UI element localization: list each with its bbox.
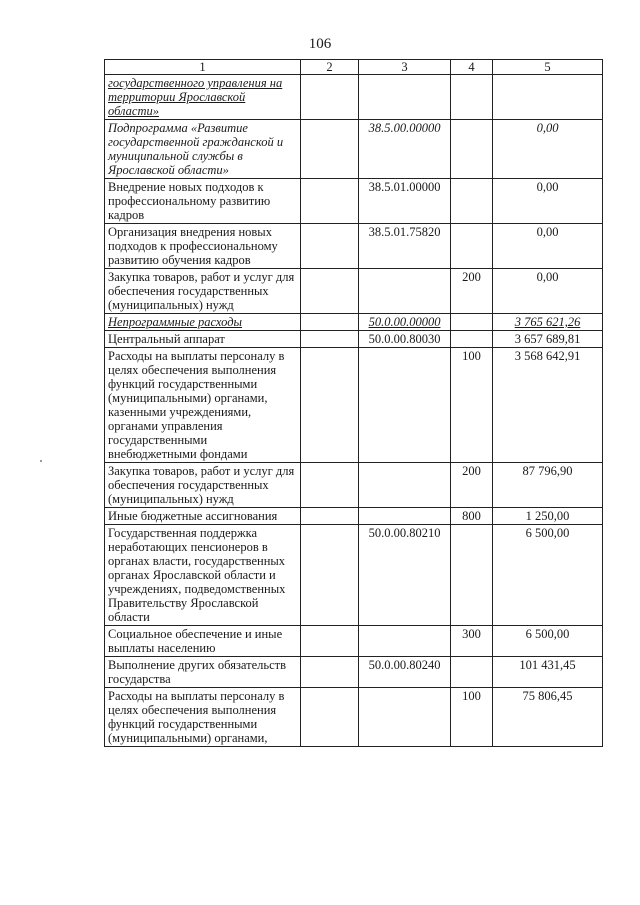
table-row <box>105 688 603 747</box>
row-expense-type-cell <box>451 657 493 688</box>
row-col2-cell <box>301 508 359 525</box>
row-code-cell <box>359 463 451 508</box>
table-row <box>105 179 603 224</box>
row-col2-cell <box>301 331 359 348</box>
row-code-cell <box>359 626 451 657</box>
row-col2-cell <box>301 657 359 688</box>
table-row <box>105 120 603 179</box>
row-col2-cell <box>301 120 359 179</box>
row-expense-type-cell: 200 <box>451 463 493 508</box>
budget-table <box>104 59 603 747</box>
row-col2-cell <box>301 688 359 747</box>
row-col2-cell <box>301 463 359 508</box>
table-row <box>105 508 603 525</box>
table-row <box>105 463 603 508</box>
table-row <box>105 657 603 688</box>
row-expense-type-cell: 200 <box>451 269 493 314</box>
row-name-cell: государственного управления на территории Ярославской области» <box>105 75 301 120</box>
row-col2-cell <box>301 224 359 269</box>
row-col2-cell <box>301 179 359 224</box>
row-col2-cell <box>301 269 359 314</box>
table-row <box>105 525 603 626</box>
row-col2-cell <box>301 348 359 463</box>
row-name-cell: Внедрение новых подходов к профессиональному развитию кадров <box>105 179 301 224</box>
table-row <box>105 269 603 314</box>
row-amount-cell: 6 500,00 <box>493 626 603 657</box>
table-row <box>105 348 603 463</box>
row-expense-type-cell: 100 <box>451 348 493 463</box>
header-col-5: 5 <box>493 60 603 75</box>
row-name-cell: Расходы на выплаты персоналу в целях обеспечения выполнения функций государственными (муниципальными) органами, <box>105 688 301 747</box>
row-expense-type-cell <box>451 224 493 269</box>
row-code-cell: 38.5.00.00000 <box>359 120 451 179</box>
row-code-cell: 50.0.00.80030 <box>359 331 451 348</box>
row-expense-type-cell: 800 <box>451 508 493 525</box>
row-code-cell: 38.5.01.00000 <box>359 179 451 224</box>
row-code-cell <box>359 75 451 120</box>
row-code-cell <box>359 269 451 314</box>
row-name-cell: Закупка товаров, работ и услуг для обеспечения государственных (муниципальных) нужд <box>105 269 301 314</box>
row-code-cell <box>359 348 451 463</box>
table-header-row <box>105 60 603 75</box>
row-amount-cell: 0,00 <box>493 179 603 224</box>
row-amount-cell: 75 806,45 <box>493 688 603 747</box>
row-amount-cell: 0,00 <box>493 120 603 179</box>
row-code-cell: 38.5.01.75820 <box>359 224 451 269</box>
row-name-cell: Иные бюджетные ассигнования <box>105 508 301 525</box>
row-col2-cell <box>301 314 359 331</box>
row-expense-type-cell: 100 <box>451 688 493 747</box>
row-col2-cell <box>301 626 359 657</box>
row-amount-cell: 3 568 642,91 <box>493 348 603 463</box>
row-expense-type-cell <box>451 179 493 224</box>
row-code-cell: 50.0.00.80240 <box>359 657 451 688</box>
row-name-cell: Организация внедрения новых подходов к профессиональному развитию обучения кадров <box>105 224 301 269</box>
row-expense-type-cell <box>451 331 493 348</box>
row-name-cell: Закупка товаров, работ и услуг для обеспечения государственных (муниципальных) нужд <box>105 463 301 508</box>
header-col-1: 1 <box>105 60 301 75</box>
row-name-cell: Выполнение других обязательств государства <box>105 657 301 688</box>
header-col-2: 2 <box>301 60 359 75</box>
row-col2-cell <box>301 525 359 626</box>
row-code-cell <box>359 508 451 525</box>
table-row <box>105 224 603 269</box>
row-expense-type-cell <box>451 75 493 120</box>
header-col-3: 3 <box>359 60 451 75</box>
table-row <box>105 314 603 331</box>
row-amount-cell: 6 500,00 <box>493 525 603 626</box>
row-amount-cell: 1 250,00 <box>493 508 603 525</box>
row-expense-type-cell <box>451 120 493 179</box>
row-amount-cell: 0,00 <box>493 269 603 314</box>
row-col2-cell <box>301 75 359 120</box>
row-amount-cell: 87 796,90 <box>493 463 603 508</box>
row-code-cell: 50.0.00.80210 <box>359 525 451 626</box>
header-col-4: 4 <box>451 60 493 75</box>
row-expense-type-cell: 300 <box>451 626 493 657</box>
row-amount-cell: 101 431,45 <box>493 657 603 688</box>
table-row <box>105 331 603 348</box>
row-amount-cell: 3 765 621,26 <box>493 314 603 331</box>
row-name-cell: Расходы на выплаты персоналу в целях обеспечения выполнения функций государственными (муниципальными) органами, казенными учреждениями, органами управления государственными внебюджетными фондами <box>105 348 301 463</box>
row-name-cell: Центральный аппарат <box>105 331 301 348</box>
row-expense-type-cell <box>451 525 493 626</box>
row-name-cell: Социальное обеспечение и иные выплаты населению <box>105 626 301 657</box>
table-row <box>105 75 603 120</box>
row-amount-cell: 0,00 <box>493 224 603 269</box>
row-name-cell: Государственная поддержка неработающих пенсионеров в органах власти, государственных органах Ярославской области и учреждениях, подведомственных Правительству Ярославской области <box>105 525 301 626</box>
page-number: 106 <box>308 36 332 52</box>
row-name-cell: Непрограммные расходы <box>105 314 301 331</box>
row-expense-type-cell <box>451 314 493 331</box>
row-code-cell: 50.0.00.00000 <box>359 314 451 331</box>
row-amount-cell <box>493 75 603 120</box>
row-name-cell: Подпрограмма «Развитие государственной гражданской и муниципальной службы в Ярославской области» <box>105 120 301 179</box>
row-code-cell <box>359 688 451 747</box>
scan-speck <box>40 460 42 462</box>
table-row <box>105 626 603 657</box>
row-amount-cell: 3 657 689,81 <box>493 331 603 348</box>
